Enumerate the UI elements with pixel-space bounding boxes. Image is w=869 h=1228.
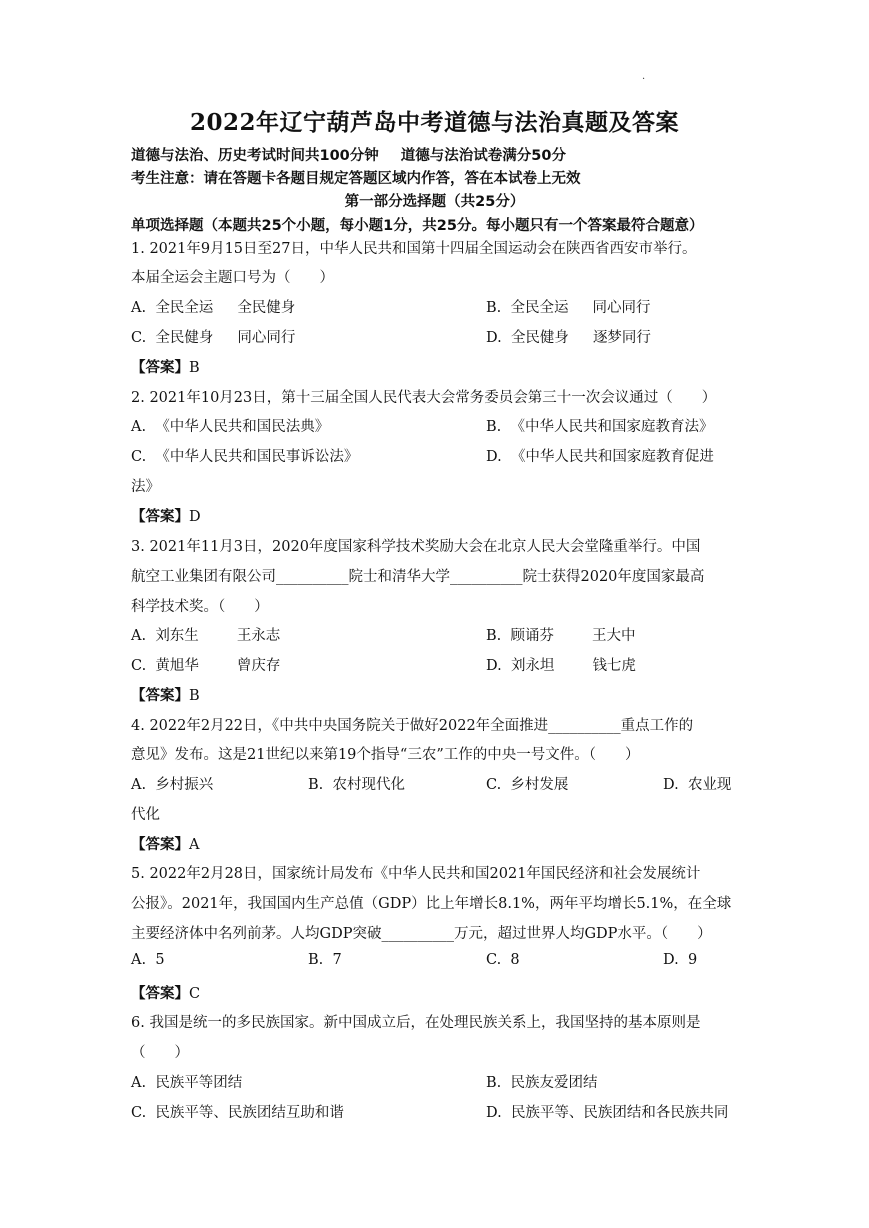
option-2d-continuation: 法》 bbox=[131, 479, 160, 495]
option-2d[interactable]: D. 《中华人民共和国家庭教育促进 bbox=[486, 449, 714, 465]
option-3a[interactable]: A. 刘东生 王永志 bbox=[131, 628, 281, 644]
option-6a[interactable]: A. 民族平等团结 bbox=[131, 1075, 243, 1091]
option-5b[interactable]: B. 7 bbox=[308, 952, 342, 968]
answer-4: 【答案】A bbox=[131, 836, 200, 853]
exam-score: 道德与法治试卷满分50分 bbox=[400, 148, 566, 164]
option-3d[interactable]: D. 刘永坦 钱七虎 bbox=[486, 658, 636, 674]
instruction: 单项选择题（本题共25个小题，每小题1分，共25分。每小题只有一个答案最符合题意） bbox=[131, 218, 704, 234]
question-5-line-2: 公报》。2021年，我国国内生产总值（GDP）比上年增长8.1%，两年平均增长5.1%，在全球 bbox=[131, 896, 732, 912]
question-5-line-1: 5. 2022年2月28日，国家统计局发布《中华人民共和国2021年国民经济和社会发展统计 bbox=[131, 866, 701, 882]
option-5d[interactable]: D. 9 bbox=[663, 952, 698, 968]
question-6-line-2: （ ） bbox=[131, 1045, 189, 1061]
option-4b[interactable]: B. 农村现代化 bbox=[308, 777, 405, 793]
question-5-line-3: 主要经济体中名列前茅。人均GDP突破__________万元，超过世界人均GDP水平。（ ） bbox=[131, 926, 712, 942]
option-2c[interactable]: C. 《中华人民共和国民事诉讼法》 bbox=[131, 449, 359, 465]
answer-3: 【答案】B bbox=[131, 687, 200, 704]
section-heading: 第一部分选择题（共25分） bbox=[344, 194, 525, 210]
question-6-line-1: 6. 我国是统一的多民族国家。新中国成立后，在处理民族关系上，我国坚持的基本原则是 bbox=[131, 1015, 701, 1031]
option-3c[interactable]: C. 黄旭华 曾庆存 bbox=[131, 658, 281, 674]
question-4-line-2: 意见》发布。这是21世纪以来第19个指导“三农”工作的中央一号文件。（ ） bbox=[131, 747, 640, 763]
option-6d[interactable]: D. 民族平等、民族团结和各民族共同 bbox=[486, 1105, 729, 1121]
question-4-line-1: 4. 2022年2月22日，《中共中央国务院关于做好2022年全面推进__________重点工作的 bbox=[131, 718, 694, 734]
question-3-line-3: 科学技术奖。（ ） bbox=[131, 599, 269, 615]
page-title: 2022年辽宁葫芦岛中考道德与法治真题及答案 bbox=[189, 109, 679, 136]
question-1-line-1: 1. 2021年9月15日至27日，中华人民共和国第十四届全国运动会在陕西省西安市举行。 bbox=[131, 241, 697, 257]
answer-2: 【答案】D bbox=[131, 508, 201, 525]
page-dot: · bbox=[642, 74, 646, 85]
exam-notice: 考生注意：请在答题卡各题目规定答题区域内作答，答在本试卷上无效 bbox=[131, 171, 581, 187]
question-3-line-2: 航空工业集团有限公司__________院士和清华大学__________院士获得2020年度国家最高 bbox=[131, 569, 705, 585]
option-6b[interactable]: B. 民族友爱团结 bbox=[486, 1075, 598, 1091]
exam-info bbox=[131, 144, 566, 165]
question-2-line-1: 2. 2021年10月23日，第十三届全国人民代表大会常务委员会第三十一次会议通过（ ） bbox=[131, 390, 717, 406]
option-4d[interactable]: D. 农业现 bbox=[663, 777, 732, 793]
option-4c[interactable]: C. 乡村发展 bbox=[486, 777, 569, 793]
option-4a[interactable]: A. 乡村振兴 bbox=[131, 777, 214, 793]
option-1d[interactable]: D. 全民健身 逐梦同行 bbox=[486, 330, 651, 346]
option-3b[interactable]: B. 顾诵芬 王大中 bbox=[486, 628, 636, 644]
question-3-line-1: 3. 2021年11月3日，2020年度国家科学技术奖励大会在北京人民大会堂隆重举行。中国 bbox=[131, 539, 701, 555]
option-2b[interactable]: B. 《中华人民共和国家庭教育法》 bbox=[486, 419, 714, 435]
option-1a[interactable]: A. 全民全运 全民健身 bbox=[131, 300, 296, 316]
option-1b[interactable]: B. 全民全运 同心同行 bbox=[486, 300, 651, 316]
option-1c[interactable]: C. 全民健身 同心同行 bbox=[131, 330, 296, 346]
option-6c[interactable]: C. 民族平等、民族团结互助和谐 bbox=[131, 1105, 344, 1121]
answer-1: 【答案】B bbox=[131, 359, 200, 376]
question-1-line-2: 本届全运会主题口号为（ ） bbox=[131, 270, 334, 286]
exam-time: 道德与法治、历史考试时间共100分钟 bbox=[131, 148, 379, 164]
answer-5: 【答案】C bbox=[131, 985, 201, 1002]
option-4d-continuation: 代化 bbox=[131, 807, 160, 823]
option-5c[interactable]: C. 8 bbox=[486, 952, 520, 968]
option-5a[interactable]: A. 5 bbox=[131, 952, 165, 968]
option-2a[interactable]: A. 《中华人民共和国民法典》 bbox=[131, 419, 330, 435]
